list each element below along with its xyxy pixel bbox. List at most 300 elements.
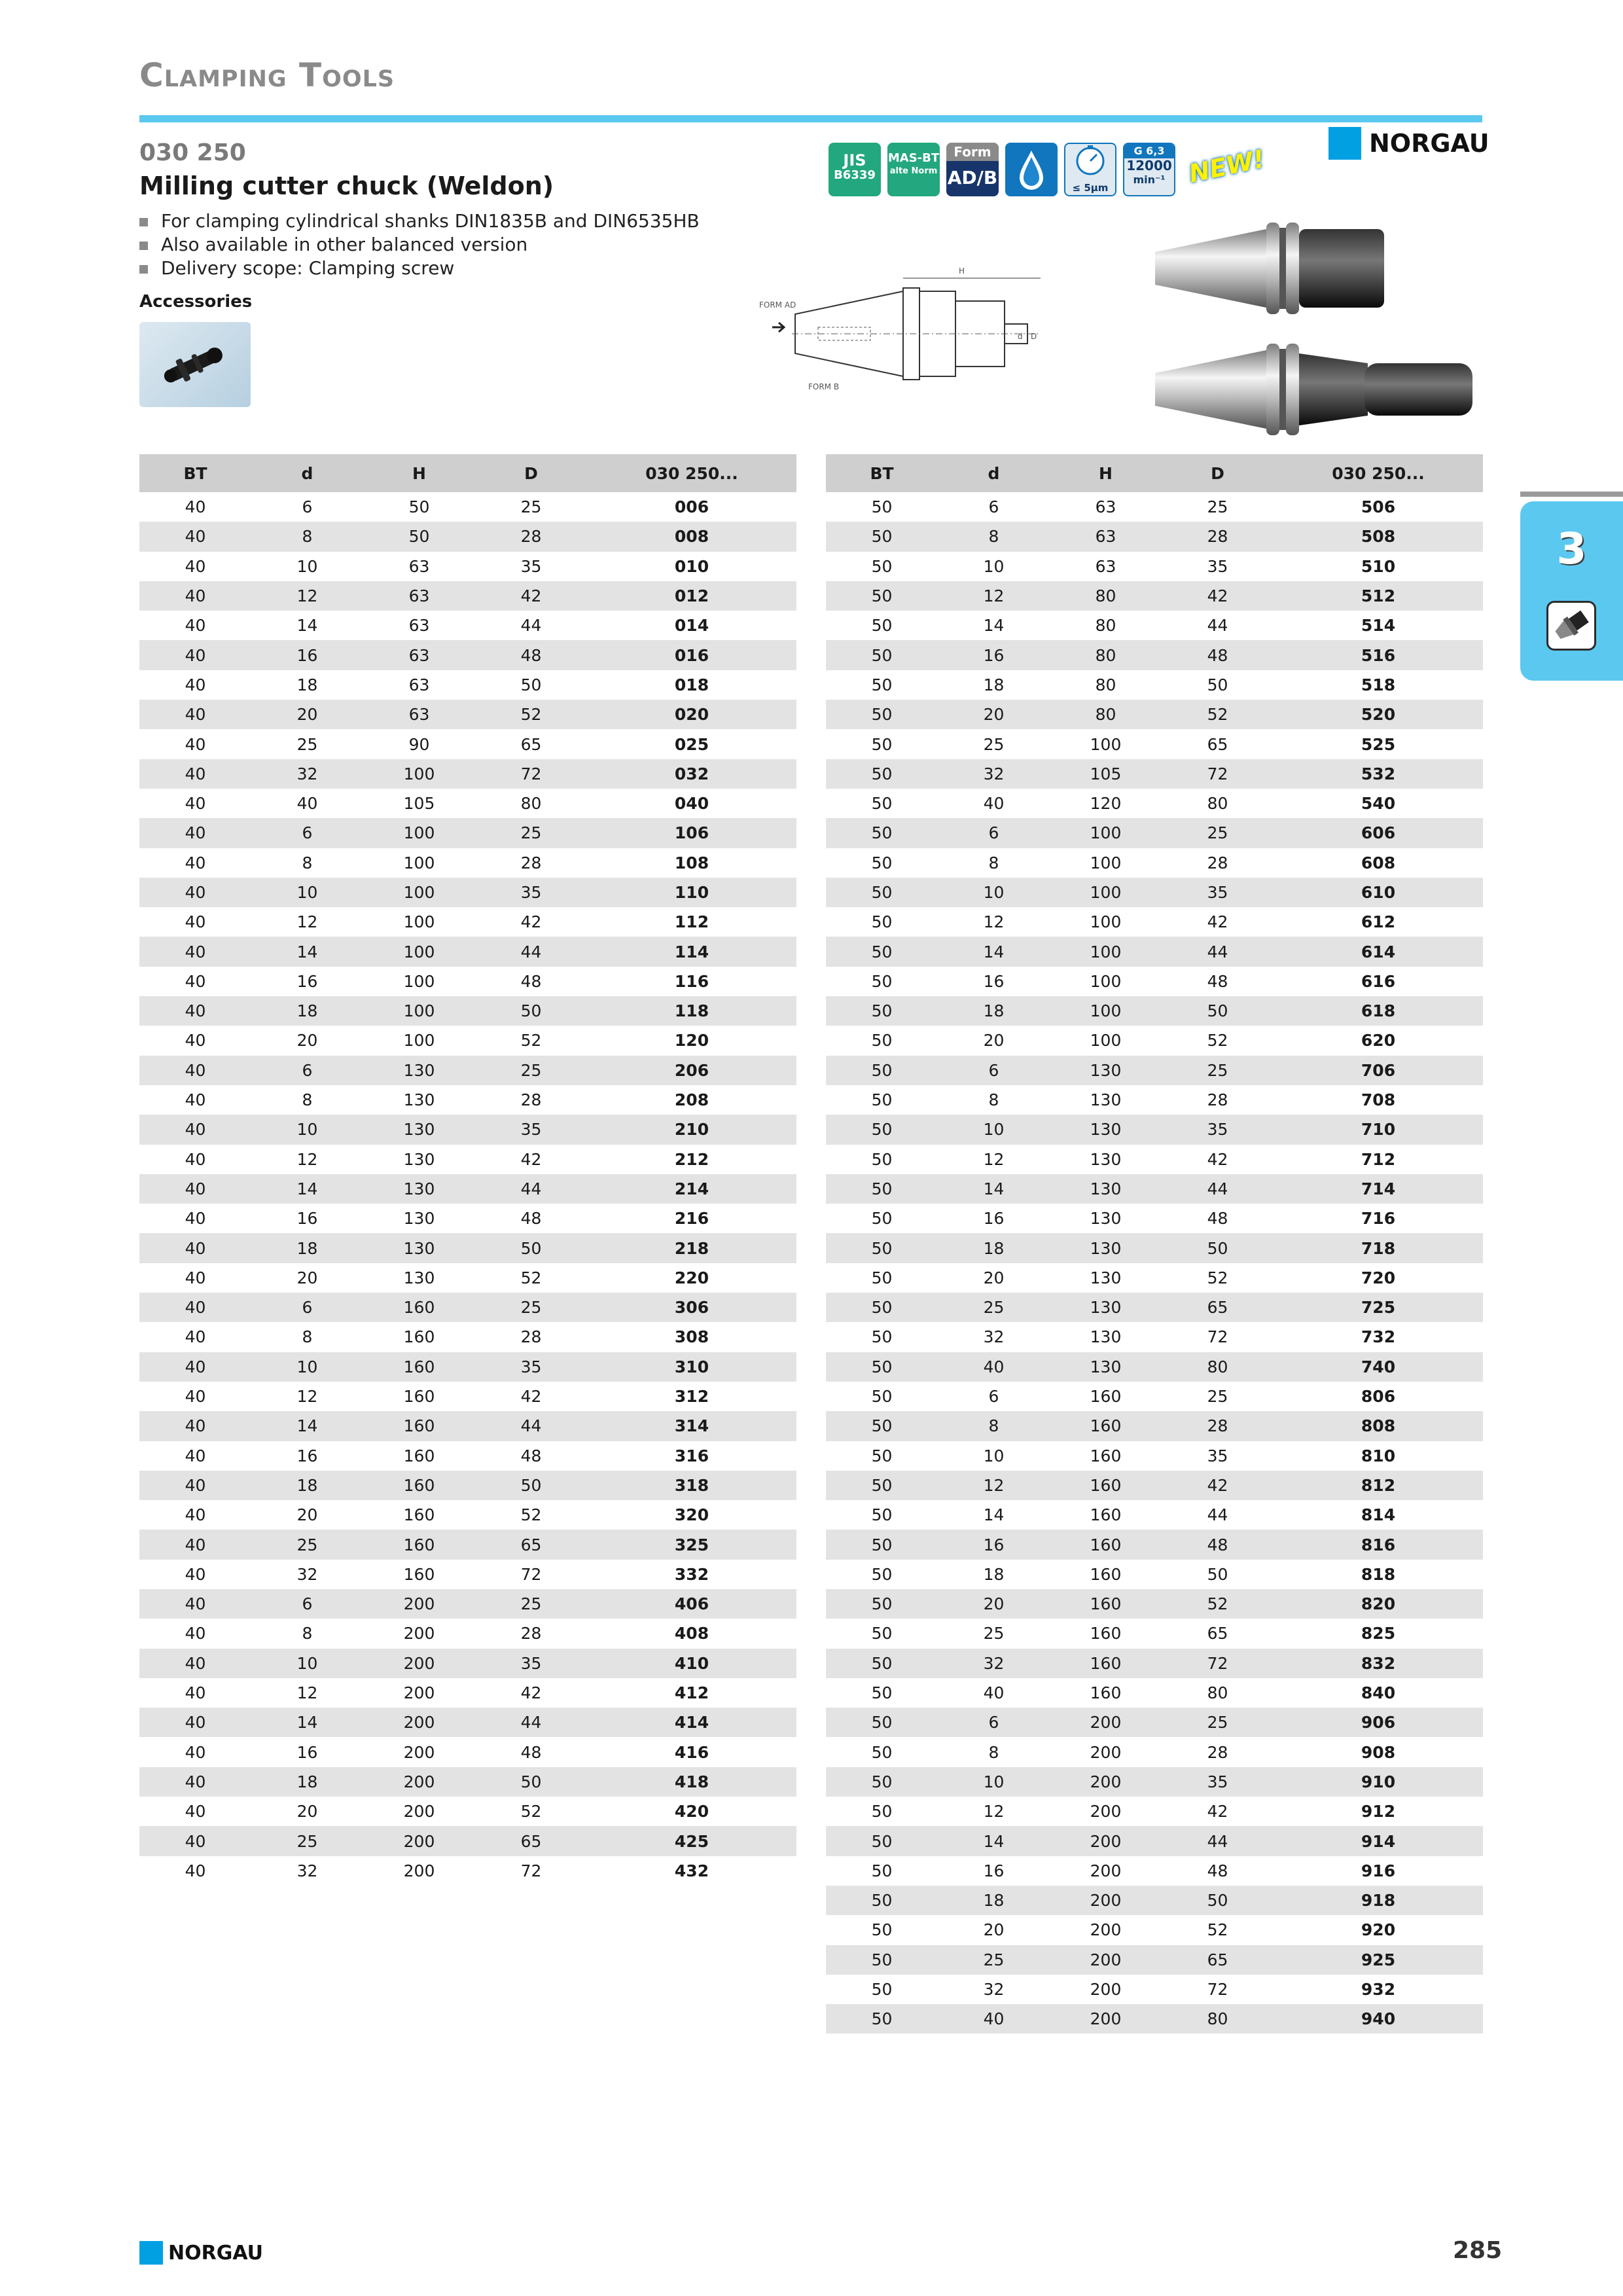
cell-article-code: 906	[1274, 1708, 1483, 1737]
cell-article-code: 612	[1274, 907, 1483, 937]
cell-D: 44	[475, 1411, 587, 1441]
cell-h: 200	[363, 1678, 475, 1708]
cell-bt: 50	[826, 1856, 938, 1886]
cell-D: 80	[1162, 1352, 1274, 1382]
cell-D: 48	[1162, 1204, 1274, 1233]
cell-h: 160	[1050, 1619, 1162, 1648]
cell-bt: 40	[139, 1856, 251, 1886]
cell-d: 25	[251, 1826, 363, 1856]
cell-article-code: 510	[1274, 552, 1483, 581]
table-row	[139, 1797, 796, 1826]
table-row	[139, 700, 796, 729]
cell-h: 200	[363, 1708, 475, 1737]
cell-D: 25	[475, 818, 587, 848]
cell-d: 12	[938, 1797, 1050, 1826]
table-row	[139, 1856, 796, 1886]
table-row	[139, 1767, 796, 1797]
cell-h: 200	[1050, 1945, 1162, 1975]
cell-d: 6	[251, 1589, 363, 1619]
cell-h: 200	[1050, 1915, 1162, 1945]
cell-D: 50	[475, 670, 587, 700]
cell-D: 42	[1162, 907, 1274, 937]
cell-D: 65	[475, 729, 587, 759]
table-row	[139, 848, 796, 878]
cell-h: 130	[1050, 1352, 1162, 1382]
cell-d: 20	[251, 1500, 363, 1530]
table-row	[139, 1678, 796, 1708]
accessory-image[interactable]	[139, 322, 251, 407]
table-row	[139, 1115, 796, 1144]
cell-bt: 50	[826, 1204, 938, 1233]
table-row	[826, 1026, 1483, 1055]
cell-d: 12	[251, 1678, 363, 1708]
cell-bt: 50	[826, 1678, 938, 1708]
cell-d: 6	[938, 1056, 1050, 1085]
cell-h: 130	[1050, 1056, 1162, 1085]
table-row	[139, 759, 796, 789]
cell-D: 52	[475, 1500, 587, 1530]
cell-bt: 40	[139, 967, 251, 996]
cell-bt: 50	[826, 1411, 938, 1441]
cell-d: 40	[938, 1678, 1050, 1708]
h-label: H	[959, 266, 965, 276]
cell-D: 44	[475, 1708, 587, 1737]
cell-article-code: 706	[1274, 1056, 1483, 1085]
cell-bt: 50	[826, 1233, 938, 1263]
col-header-D: D	[475, 454, 587, 492]
cell-h: 200	[363, 1737, 475, 1767]
table-row	[826, 1797, 1483, 1826]
cell-bt: 40	[139, 1263, 251, 1293]
article-number: 030 250	[139, 139, 246, 166]
cell-h: 160	[363, 1441, 475, 1471]
cell-h: 200	[1050, 1767, 1162, 1797]
cell-h: 160	[1050, 1441, 1162, 1471]
cell-h: 63	[363, 640, 475, 670]
cell-article-code: 606	[1274, 818, 1483, 848]
cell-D: 48	[1162, 1856, 1274, 1886]
cell-article-code: 806	[1274, 1382, 1483, 1411]
cell-article-code: 218	[587, 1233, 796, 1263]
cell-D: 44	[1162, 937, 1274, 966]
table-row	[826, 1737, 1483, 1767]
cell-D: 44	[1162, 1174, 1274, 1204]
cell-article-code: 425	[587, 1826, 796, 1856]
balance-grade-badge: G 6,3 12000 min⁻¹	[1123, 143, 1175, 196]
cell-h: 63	[363, 552, 475, 581]
cell-d: 14	[251, 1708, 363, 1737]
cell-h: 160	[363, 1500, 475, 1530]
table-row	[139, 907, 796, 937]
cell-d: 32	[251, 1560, 363, 1589]
cell-article-code: 306	[587, 1293, 796, 1322]
table-row	[139, 640, 796, 670]
table-row	[826, 1145, 1483, 1174]
table-row	[139, 1737, 796, 1767]
cell-d: 20	[938, 1915, 1050, 1945]
table-row	[826, 1056, 1483, 1085]
cell-h: 160	[1050, 1500, 1162, 1530]
cell-article-code: 410	[587, 1649, 796, 1678]
cell-bt: 40	[139, 1174, 251, 1204]
cell-d: 16	[251, 967, 363, 996]
chapter-number: 3	[1556, 524, 1587, 574]
cell-d: 25	[938, 729, 1050, 759]
cell-bt: 50	[826, 1293, 938, 1322]
cell-bt: 40	[139, 1411, 251, 1441]
cell-bt: 50	[826, 492, 938, 522]
cell-bt: 50	[826, 1056, 938, 1085]
table-row	[826, 1441, 1483, 1471]
footer-brand-logo[interactable]: NORGAU	[139, 2241, 263, 2265]
cell-d: 25	[251, 1530, 363, 1559]
cell-article-code: 540	[1274, 789, 1483, 818]
cell-bt: 40	[139, 611, 251, 640]
table-row	[139, 967, 796, 996]
section-title: Clamping Tools	[139, 56, 395, 94]
cell-d: 16	[251, 1441, 363, 1471]
cell-h: 200	[1050, 1708, 1162, 1737]
cell-bt: 40	[139, 1678, 251, 1708]
cell-article-code: 014	[587, 611, 796, 640]
cell-d: 10	[251, 1352, 363, 1382]
cell-D: 42	[475, 581, 587, 611]
cell-D: 28	[475, 522, 587, 551]
table-row	[139, 818, 796, 848]
cell-D: 50	[475, 1233, 587, 1263]
cell-D: 50	[1162, 1233, 1274, 1263]
cell-h: 100	[1050, 818, 1162, 848]
jis-badge: JIS B6339	[829, 143, 881, 196]
cell-d: 20	[938, 1263, 1050, 1293]
cell-d: 20	[938, 700, 1050, 729]
table-row	[826, 1530, 1483, 1559]
cell-article-code: 216	[587, 1204, 796, 1233]
cell-h: 130	[1050, 1085, 1162, 1115]
cell-h: 200	[1050, 1826, 1162, 1856]
cell-bt: 40	[139, 937, 251, 966]
cell-article-code: 808	[1274, 1411, 1483, 1441]
table-row	[826, 1649, 1483, 1678]
cell-D: 72	[475, 1856, 587, 1886]
cell-d: 40	[938, 1352, 1050, 1382]
cell-D: 28	[475, 1085, 587, 1115]
cell-d: 6	[251, 818, 363, 848]
cell-bt: 50	[826, 611, 938, 640]
cell-h: 200	[1050, 1737, 1162, 1767]
table-row	[826, 1263, 1483, 1293]
table-row	[139, 581, 796, 611]
cell-D: 25	[475, 1293, 587, 1322]
cell-article-code: 308	[587, 1322, 796, 1352]
droplet-icon	[1005, 143, 1058, 196]
table-row	[139, 1708, 796, 1737]
cell-D: 65	[475, 1530, 587, 1559]
bullet-icon	[139, 218, 148, 226]
cell-D: 42	[1162, 581, 1274, 611]
table-row	[826, 640, 1483, 670]
cell-article-code: 525	[1274, 729, 1483, 759]
cell-D: 52	[475, 700, 587, 729]
cell-d: 18	[938, 1560, 1050, 1589]
cell-h: 160	[1050, 1589, 1162, 1619]
cell-bt: 40	[139, 1589, 251, 1619]
cell-article-code: 018	[587, 670, 796, 700]
cell-article-code: 920	[1274, 1915, 1483, 1945]
cell-bt: 50	[826, 878, 938, 907]
cell-D: 80	[1162, 2004, 1274, 2034]
cell-h: 100	[363, 878, 475, 907]
table-row	[826, 1500, 1483, 1530]
brand-square-icon	[1329, 127, 1361, 160]
cell-bt: 40	[139, 1619, 251, 1648]
cell-bt: 40	[139, 640, 251, 670]
feature-item: For clamping cylindrical shanks DIN1835B and DIN6535HB	[139, 209, 700, 233]
cell-article-code: 608	[1274, 848, 1483, 878]
cell-bt: 50	[826, 1322, 938, 1352]
cell-D: 80	[1162, 789, 1274, 818]
cell-article-code: 325	[587, 1530, 796, 1559]
table-row	[826, 1589, 1483, 1619]
cell-h: 100	[1050, 907, 1162, 937]
cell-D: 44	[475, 611, 587, 640]
cell-bt: 40	[139, 1026, 251, 1055]
table-row	[826, 1560, 1483, 1589]
cell-article-code: 832	[1274, 1649, 1483, 1678]
table-row	[139, 1293, 796, 1322]
cell-article-code: 818	[1274, 1560, 1483, 1589]
cell-D: 42	[1162, 1471, 1274, 1500]
cell-d: 40	[938, 2004, 1050, 2034]
cell-d: 8	[251, 1619, 363, 1648]
cell-d: 18	[251, 1233, 363, 1263]
table-row	[139, 1826, 796, 1856]
cell-d: 40	[251, 789, 363, 818]
cell-h: 130	[363, 1056, 475, 1085]
table-row	[826, 1678, 1483, 1708]
cell-bt: 40	[139, 907, 251, 937]
cell-d: 32	[251, 1856, 363, 1886]
cell-h: 160	[363, 1530, 475, 1559]
cell-d: 12	[938, 1471, 1050, 1500]
cell-bt: 40	[139, 552, 251, 581]
cell-article-code: 514	[1274, 611, 1483, 640]
cell-article-code: 008	[587, 522, 796, 551]
title-rule	[139, 115, 1482, 122]
cell-h: 130	[363, 1263, 475, 1293]
cell-D: 65	[1162, 729, 1274, 759]
cell-h: 80	[1050, 670, 1162, 700]
cell-D: 52	[1162, 1026, 1274, 1055]
table-row	[826, 1767, 1483, 1797]
table-row	[139, 1322, 796, 1352]
cell-d: 20	[251, 1797, 363, 1826]
cell-d: 20	[251, 1026, 363, 1055]
cell-article-code: 418	[587, 1767, 796, 1797]
cell-d: 12	[938, 1145, 1050, 1174]
cell-h: 130	[1050, 1204, 1162, 1233]
cell-bt: 40	[139, 1382, 251, 1411]
cell-d: 12	[251, 581, 363, 611]
cell-bt: 50	[826, 700, 938, 729]
cell-D: 42	[475, 907, 587, 937]
table-row	[826, 878, 1483, 907]
table-row	[139, 1441, 796, 1471]
cell-article-code: 512	[1274, 581, 1483, 611]
cell-article-code: 616	[1274, 967, 1483, 996]
cell-article-code: 414	[587, 1708, 796, 1737]
cell-h: 130	[363, 1233, 475, 1263]
cell-h: 80	[1050, 611, 1162, 640]
cell-d: 18	[938, 670, 1050, 700]
cell-article-code: 708	[1274, 1085, 1483, 1115]
cell-h: 160	[1050, 1471, 1162, 1500]
table-row	[826, 1382, 1483, 1411]
cell-bt: 40	[139, 522, 251, 551]
cell-article-code: 310	[587, 1352, 796, 1382]
brand-logo[interactable]: NORGAU	[1329, 127, 1489, 160]
cell-D: 35	[1162, 1441, 1274, 1471]
cell-h: 100	[363, 818, 475, 848]
cell-article-code: 812	[1274, 1471, 1483, 1500]
table-row	[826, 1915, 1483, 1945]
cell-h: 100	[363, 907, 475, 937]
cell-d: 16	[938, 967, 1050, 996]
table-row	[826, 1352, 1483, 1382]
cell-D: 44	[1162, 611, 1274, 640]
cell-h: 160	[1050, 1678, 1162, 1708]
table-header-row	[139, 454, 796, 492]
form-b-label: FORM B	[808, 382, 840, 391]
table-row	[826, 1233, 1483, 1263]
table-row	[826, 1411, 1483, 1441]
cell-h: 130	[1050, 1263, 1162, 1293]
cell-d: 32	[251, 759, 363, 789]
cell-article-code: 108	[587, 848, 796, 878]
cell-bt: 50	[826, 552, 938, 581]
cell-bt: 40	[139, 1500, 251, 1530]
cell-h: 160	[1050, 1560, 1162, 1589]
cell-h: 100	[363, 967, 475, 996]
cell-D: 25	[1162, 492, 1274, 522]
col-header-article: 030 250...	[1274, 454, 1483, 492]
table-row	[139, 937, 796, 966]
cell-h: 100	[1050, 937, 1162, 966]
cell-d: 32	[938, 1975, 1050, 2004]
cell-D: 25	[1162, 818, 1274, 848]
brand-square-icon	[139, 2241, 163, 2265]
feature-list	[139, 209, 700, 280]
table-row	[826, 1115, 1483, 1144]
feature-item: Also available in other balanced version	[139, 233, 700, 257]
table-row	[826, 1886, 1483, 1915]
cell-D: 65	[1162, 1619, 1274, 1648]
cell-D: 35	[1162, 1115, 1274, 1144]
cell-h: 200	[363, 1826, 475, 1856]
table-row	[139, 1145, 796, 1174]
cell-D: 50	[1162, 1560, 1274, 1589]
cell-d: 14	[938, 1174, 1050, 1204]
cell-h: 200	[363, 1856, 475, 1886]
cell-article-code: 314	[587, 1411, 796, 1441]
cell-d: 10	[938, 1115, 1050, 1144]
cell-bt: 40	[139, 1056, 251, 1085]
cell-article-code: 012	[587, 581, 796, 611]
table-row	[826, 1322, 1483, 1352]
form-ad-label: FORM AD	[759, 300, 796, 310]
table-row	[139, 670, 796, 700]
cell-h: 130	[363, 1204, 475, 1233]
table-row	[139, 1174, 796, 1204]
cell-article-code: 320	[587, 1500, 796, 1530]
cell-h: 63	[1050, 552, 1162, 581]
table-row	[826, 789, 1483, 818]
cell-article-code: 020	[587, 700, 796, 729]
cell-h: 130	[363, 1145, 475, 1174]
cell-bt: 40	[139, 1085, 251, 1115]
table-row	[826, 611, 1483, 640]
cell-bt: 50	[826, 1886, 938, 1915]
cell-h: 100	[1050, 1026, 1162, 1055]
cell-d: 12	[251, 1382, 363, 1411]
cell-d: 8	[938, 848, 1050, 878]
cell-D: 50	[475, 1471, 587, 1500]
cell-h: 100	[363, 996, 475, 1026]
cell-D: 48	[475, 1441, 587, 1471]
cell-bt: 40	[139, 1145, 251, 1174]
cell-bt: 50	[826, 1589, 938, 1619]
table-row	[139, 1382, 796, 1411]
cell-bt: 50	[826, 1737, 938, 1767]
cell-article-code: 312	[587, 1382, 796, 1411]
cell-d: 10	[938, 1441, 1050, 1471]
chuck-icon	[1546, 601, 1596, 651]
cell-D: 52	[1162, 700, 1274, 729]
feature-badges	[829, 143, 1268, 196]
table-row	[139, 1649, 796, 1678]
chuck-table-bt40	[139, 454, 796, 1886]
cell-D: 52	[1162, 1589, 1274, 1619]
cell-bt: 50	[826, 1826, 938, 1856]
cell-D: 28	[1162, 1411, 1274, 1441]
cell-d: 20	[938, 1589, 1050, 1619]
table-row	[826, 1174, 1483, 1204]
cell-bt: 50	[826, 1382, 938, 1411]
cell-d: 10	[251, 1115, 363, 1144]
cell-bt: 40	[139, 996, 251, 1026]
cell-article-code: 714	[1274, 1174, 1483, 1204]
table-row	[826, 670, 1483, 700]
cell-d: 10	[938, 878, 1050, 907]
cell-D: 25	[1162, 1708, 1274, 1737]
table-row	[826, 1471, 1483, 1500]
cell-D: 48	[475, 1204, 587, 1233]
cell-D: 28	[475, 1322, 587, 1352]
cell-article-code: 916	[1274, 1856, 1483, 1886]
cell-D: 72	[1162, 1975, 1274, 2004]
col-header-d: d	[938, 454, 1050, 492]
cell-bt: 50	[826, 1767, 938, 1797]
cell-bt: 50	[826, 759, 938, 789]
cell-d: 6	[938, 818, 1050, 848]
bullet-icon	[139, 242, 148, 250]
cell-bt: 40	[139, 1649, 251, 1678]
cell-article-code: 740	[1274, 1352, 1483, 1382]
cell-bt: 40	[139, 1441, 251, 1471]
cell-D: 35	[1162, 878, 1274, 907]
cell-article-code: 025	[587, 729, 796, 759]
cell-bt: 50	[826, 818, 938, 848]
